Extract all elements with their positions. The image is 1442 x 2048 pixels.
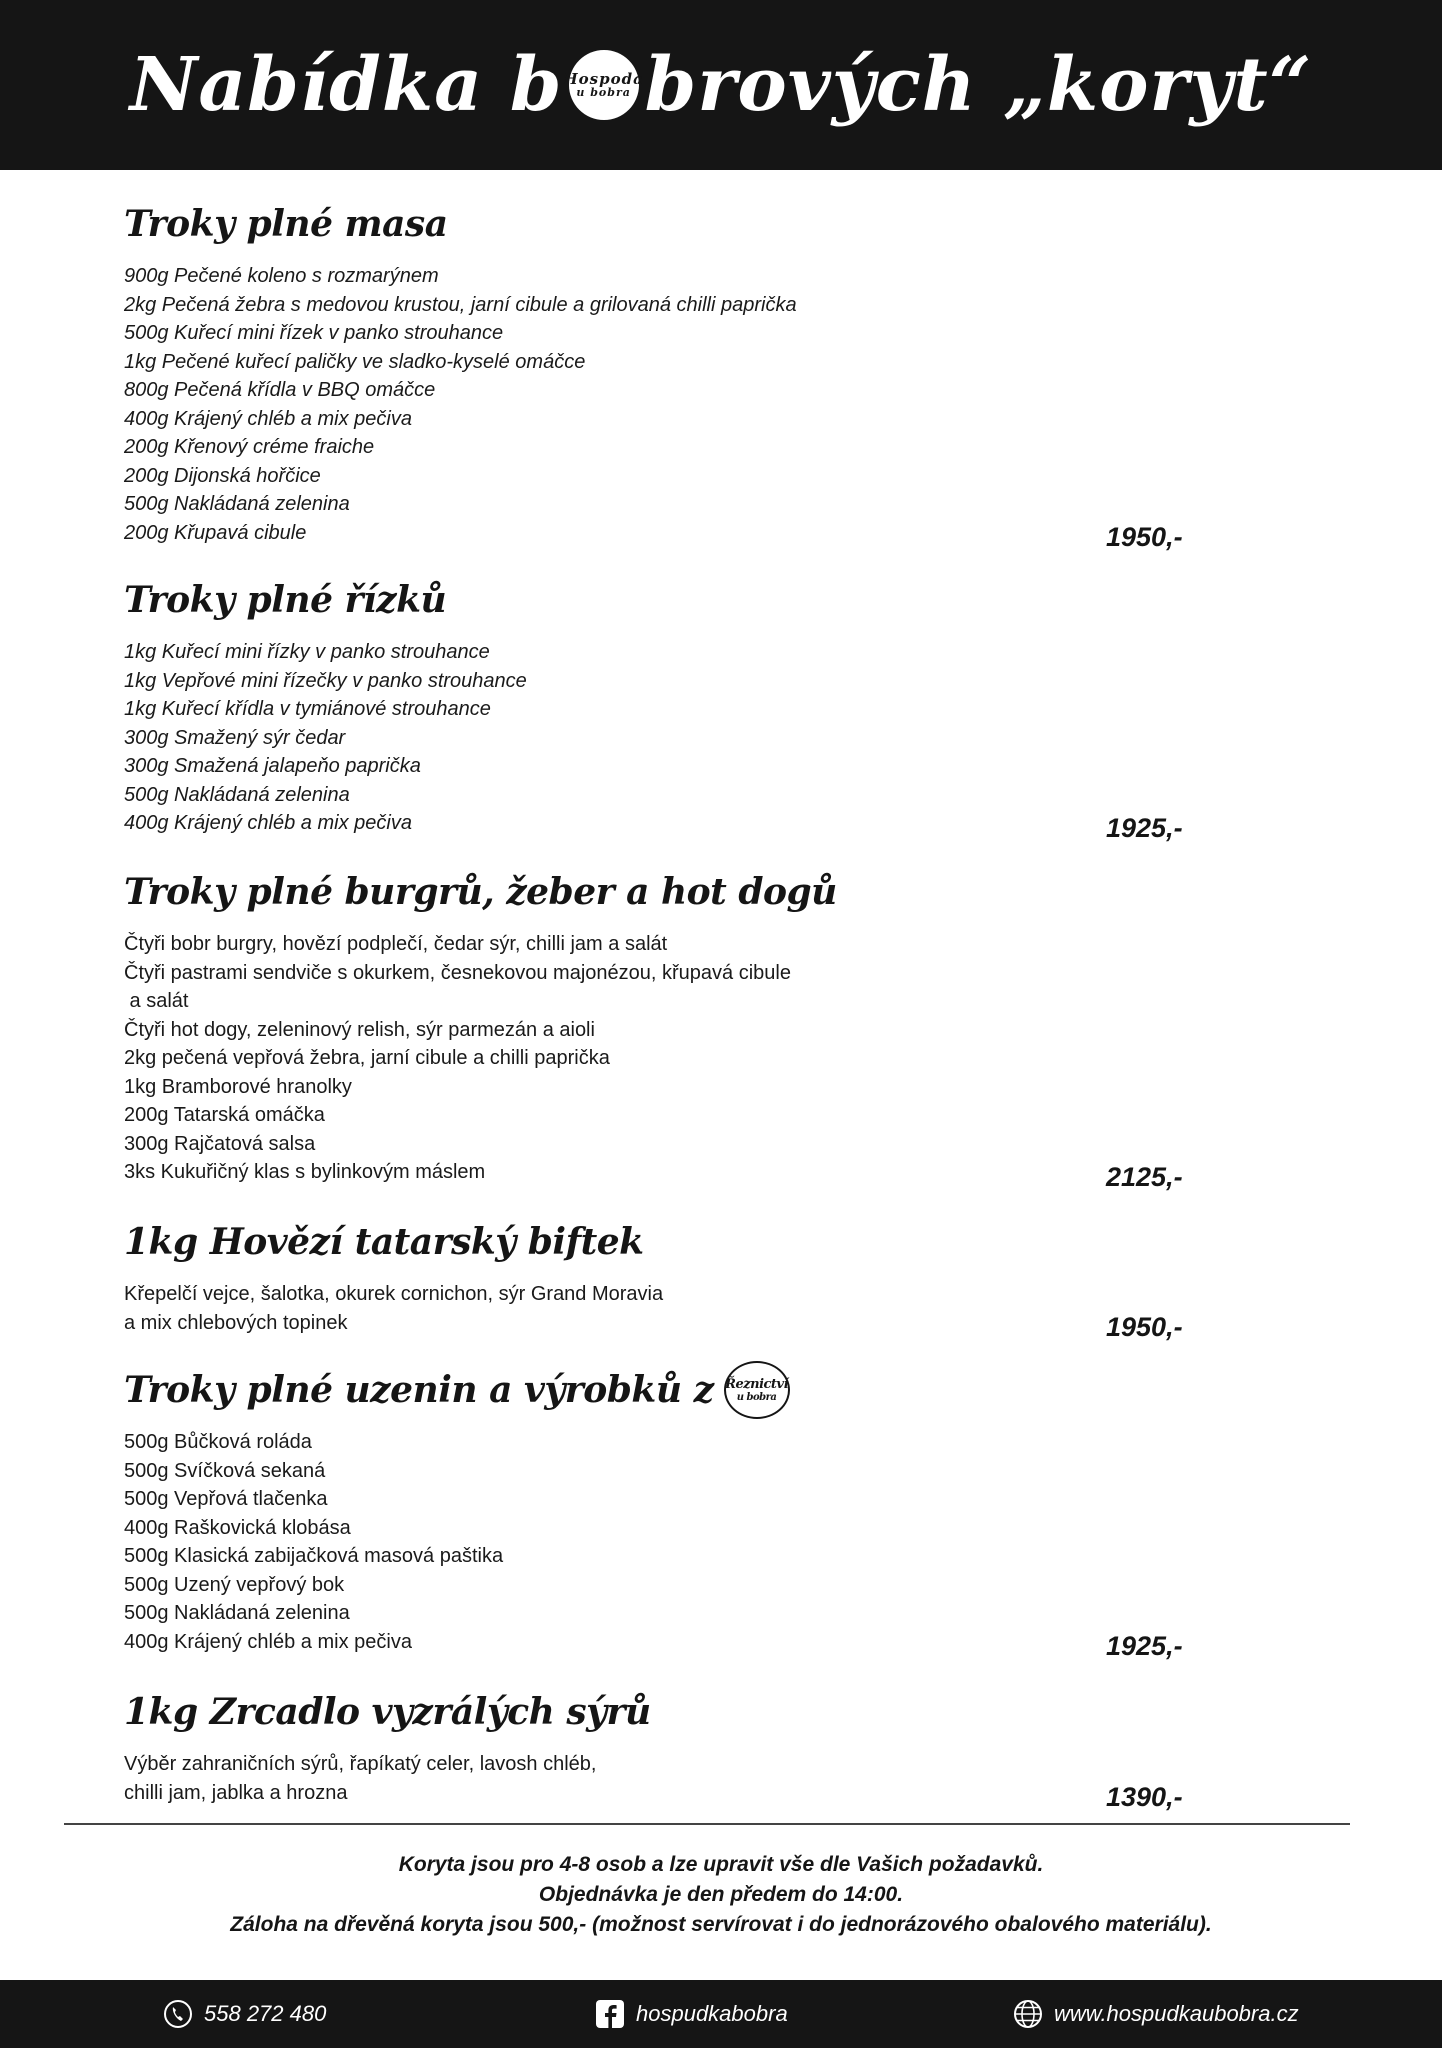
page-title [130, 42, 1313, 128]
list-item: 1kg Bramborové hranolky [124, 1075, 352, 1098]
list-item: Výběr zahraničních sýrů, řapíkatý celer, lavosh chléb, [124, 1753, 597, 1775]
list-item: 1kg Kuřecí mini řízky v panko strouhance [124, 641, 490, 663]
title-right: brových „koryt“ [644, 42, 1313, 128]
footer-website[interactable] [1012, 1998, 1299, 2030]
list-item: 500g Svíčková sekaná [124, 1459, 326, 1482]
list-item: 400g Krájený chléb a mix pečiva [124, 407, 412, 430]
list-item: 800g Pečená křídla v BBQ omáčce [124, 379, 436, 401]
list-item: Křepelčí vejce, šalotka, okurek cornichon, sýr Grand Moravia [124, 1283, 664, 1305]
list-item: chilli jam, jablka a hrozna [124, 1781, 348, 1804]
list-item: a salát [124, 990, 189, 1012]
list-item: 500g Nakládaná zelenina [124, 493, 350, 515]
list-item: Čtyři pastrami sendviče s okurkem, česnekovou majonézou, křupavá cibule [124, 961, 791, 984]
list-item: 2kg Pečená žebra s medovou krustou, jarní cibule a grilovaná chilli paprička [124, 293, 797, 316]
list-item: 200g Dijonská hořčice [124, 464, 321, 487]
list-item: 400g Krájený chléb a mix pečiva [124, 812, 412, 834]
list-item: 300g Rajčatová salsa [124, 1132, 316, 1155]
section-meat [124, 198, 1204, 552]
list-item: 3ks Kukuřičný klas s bylinkovým máslem [124, 1161, 486, 1183]
section-tartare [124, 1216, 1204, 1342]
price: 1925,- [1106, 1631, 1183, 1661]
item-list [124, 1428, 1204, 1661]
phone-number: 558 272 480 [204, 2001, 327, 2026]
list-item: 200g Tatarská omáčka [124, 1104, 325, 1126]
price: 1950,- [1106, 1312, 1183, 1342]
section-title-text: Troky plné uzenin a výrobků z [124, 1369, 714, 1411]
item-list [124, 1750, 1204, 1812]
footer-phone[interactable] [162, 1998, 326, 2030]
list-item: 500g Nakládaná zelenina [124, 1602, 350, 1624]
hospoda-logo: Hospoda u bobra [569, 50, 639, 120]
phone-icon [162, 1998, 194, 2030]
header-banner [0, 0, 1442, 170]
list-item: 500g Nakládaná zelenina [124, 783, 350, 806]
section-title [124, 1364, 1204, 1416]
item-list [124, 638, 1204, 843]
order-note [0, 1850, 1442, 1940]
list-item: 300g Smažený sýr čedar [124, 726, 346, 749]
divider [64, 1823, 1350, 1825]
note-line: Koryta jsou pro 4-8 osob a lze upravit vše dle Vašich požadavků. [398, 1853, 1044, 1876]
note-line: Záloha na dřevěná koryta jsou 500,- (možnost servírovat i do jednorázového obalového materiálu). [230, 1913, 1212, 1936]
price: 1950,- [1106, 522, 1183, 552]
footer-facebook[interactable] [594, 1998, 788, 2030]
reznictvi-logo: Řeznictví u bobra [724, 1361, 790, 1419]
price: 1390,- [1106, 1782, 1183, 1812]
item-list [124, 262, 1204, 552]
facebook-handle: hospudkabobra [636, 2001, 788, 2026]
item-list [124, 930, 1204, 1192]
section-title: Troky plné masa [124, 203, 448, 245]
list-item: 2kg pečená vepřová žebra, jarní cibule a chilli paprička [124, 1047, 610, 1069]
list-item: 500g Bůčková roláda [124, 1431, 312, 1453]
globe-icon [1012, 1998, 1044, 2030]
footer [0, 1980, 1442, 2048]
section-title: 1kg Hovězí tatarský biftek [124, 1221, 644, 1263]
price: 1925,- [1106, 812, 1183, 843]
list-item: 1kg Kuřecí křídla v tymiánové strouhance [124, 698, 491, 720]
list-item: 400g Raškovická klobása [124, 1516, 351, 1539]
list-item: 500g Kuřecí mini řízek v panko strouhance [124, 322, 504, 344]
note-line: Objednávka je den předem do 14:00. [538, 1883, 904, 1906]
list-item: 300g Smažená jalapeňo paprička [124, 755, 421, 777]
section-title: Troky plné řízků [124, 579, 447, 621]
section-title: 1kg Zrcadlo vyzrálých sýrů [124, 1691, 651, 1733]
list-item: Čtyři bobr burgry, hovězí podplečí, čedar sýr, chilli jam a salát [124, 933, 668, 955]
facebook-icon [594, 1998, 626, 2030]
list-item: 900g Pečené koleno s rozmarýnem [124, 265, 439, 287]
section-cheese [124, 1686, 1204, 1812]
list-item: 400g Krájený chléb a mix pečiva [124, 1630, 412, 1653]
list-item: 500g Uzený vepřový bok [124, 1573, 345, 1596]
section-title: Troky plné burgrů, žeber a hot dogů [124, 871, 837, 913]
title-left: Nabídka b [129, 42, 563, 128]
section-sausages [124, 1364, 1204, 1661]
list-item: a mix chlebových topinek [124, 1311, 348, 1334]
section-burgers [124, 866, 1204, 1192]
list-item: 500g Klasická zabijačková masová paštika [124, 1545, 504, 1567]
price: 2125,- [1106, 1161, 1183, 1192]
list-item: Čtyři hot dogy, zeleninový relish, sýr parmezán a aioli [124, 1018, 595, 1041]
website-url: www.hospudkaubobra.cz [1054, 2001, 1299, 2026]
list-item: 1kg Vepřové mini řízečky v panko strouhance [124, 669, 527, 692]
list-item: 200g Křupavá cibule [124, 521, 307, 544]
item-list [124, 1280, 1204, 1342]
list-item: 1kg Pečené kuřecí paličky ve sladko-kyselé omáčce [124, 350, 586, 373]
section-schnitzels [124, 574, 1204, 843]
list-item: 200g Křenový créme fraiche [124, 436, 375, 458]
list-item: 500g Vepřová tlačenka [124, 1488, 328, 1510]
